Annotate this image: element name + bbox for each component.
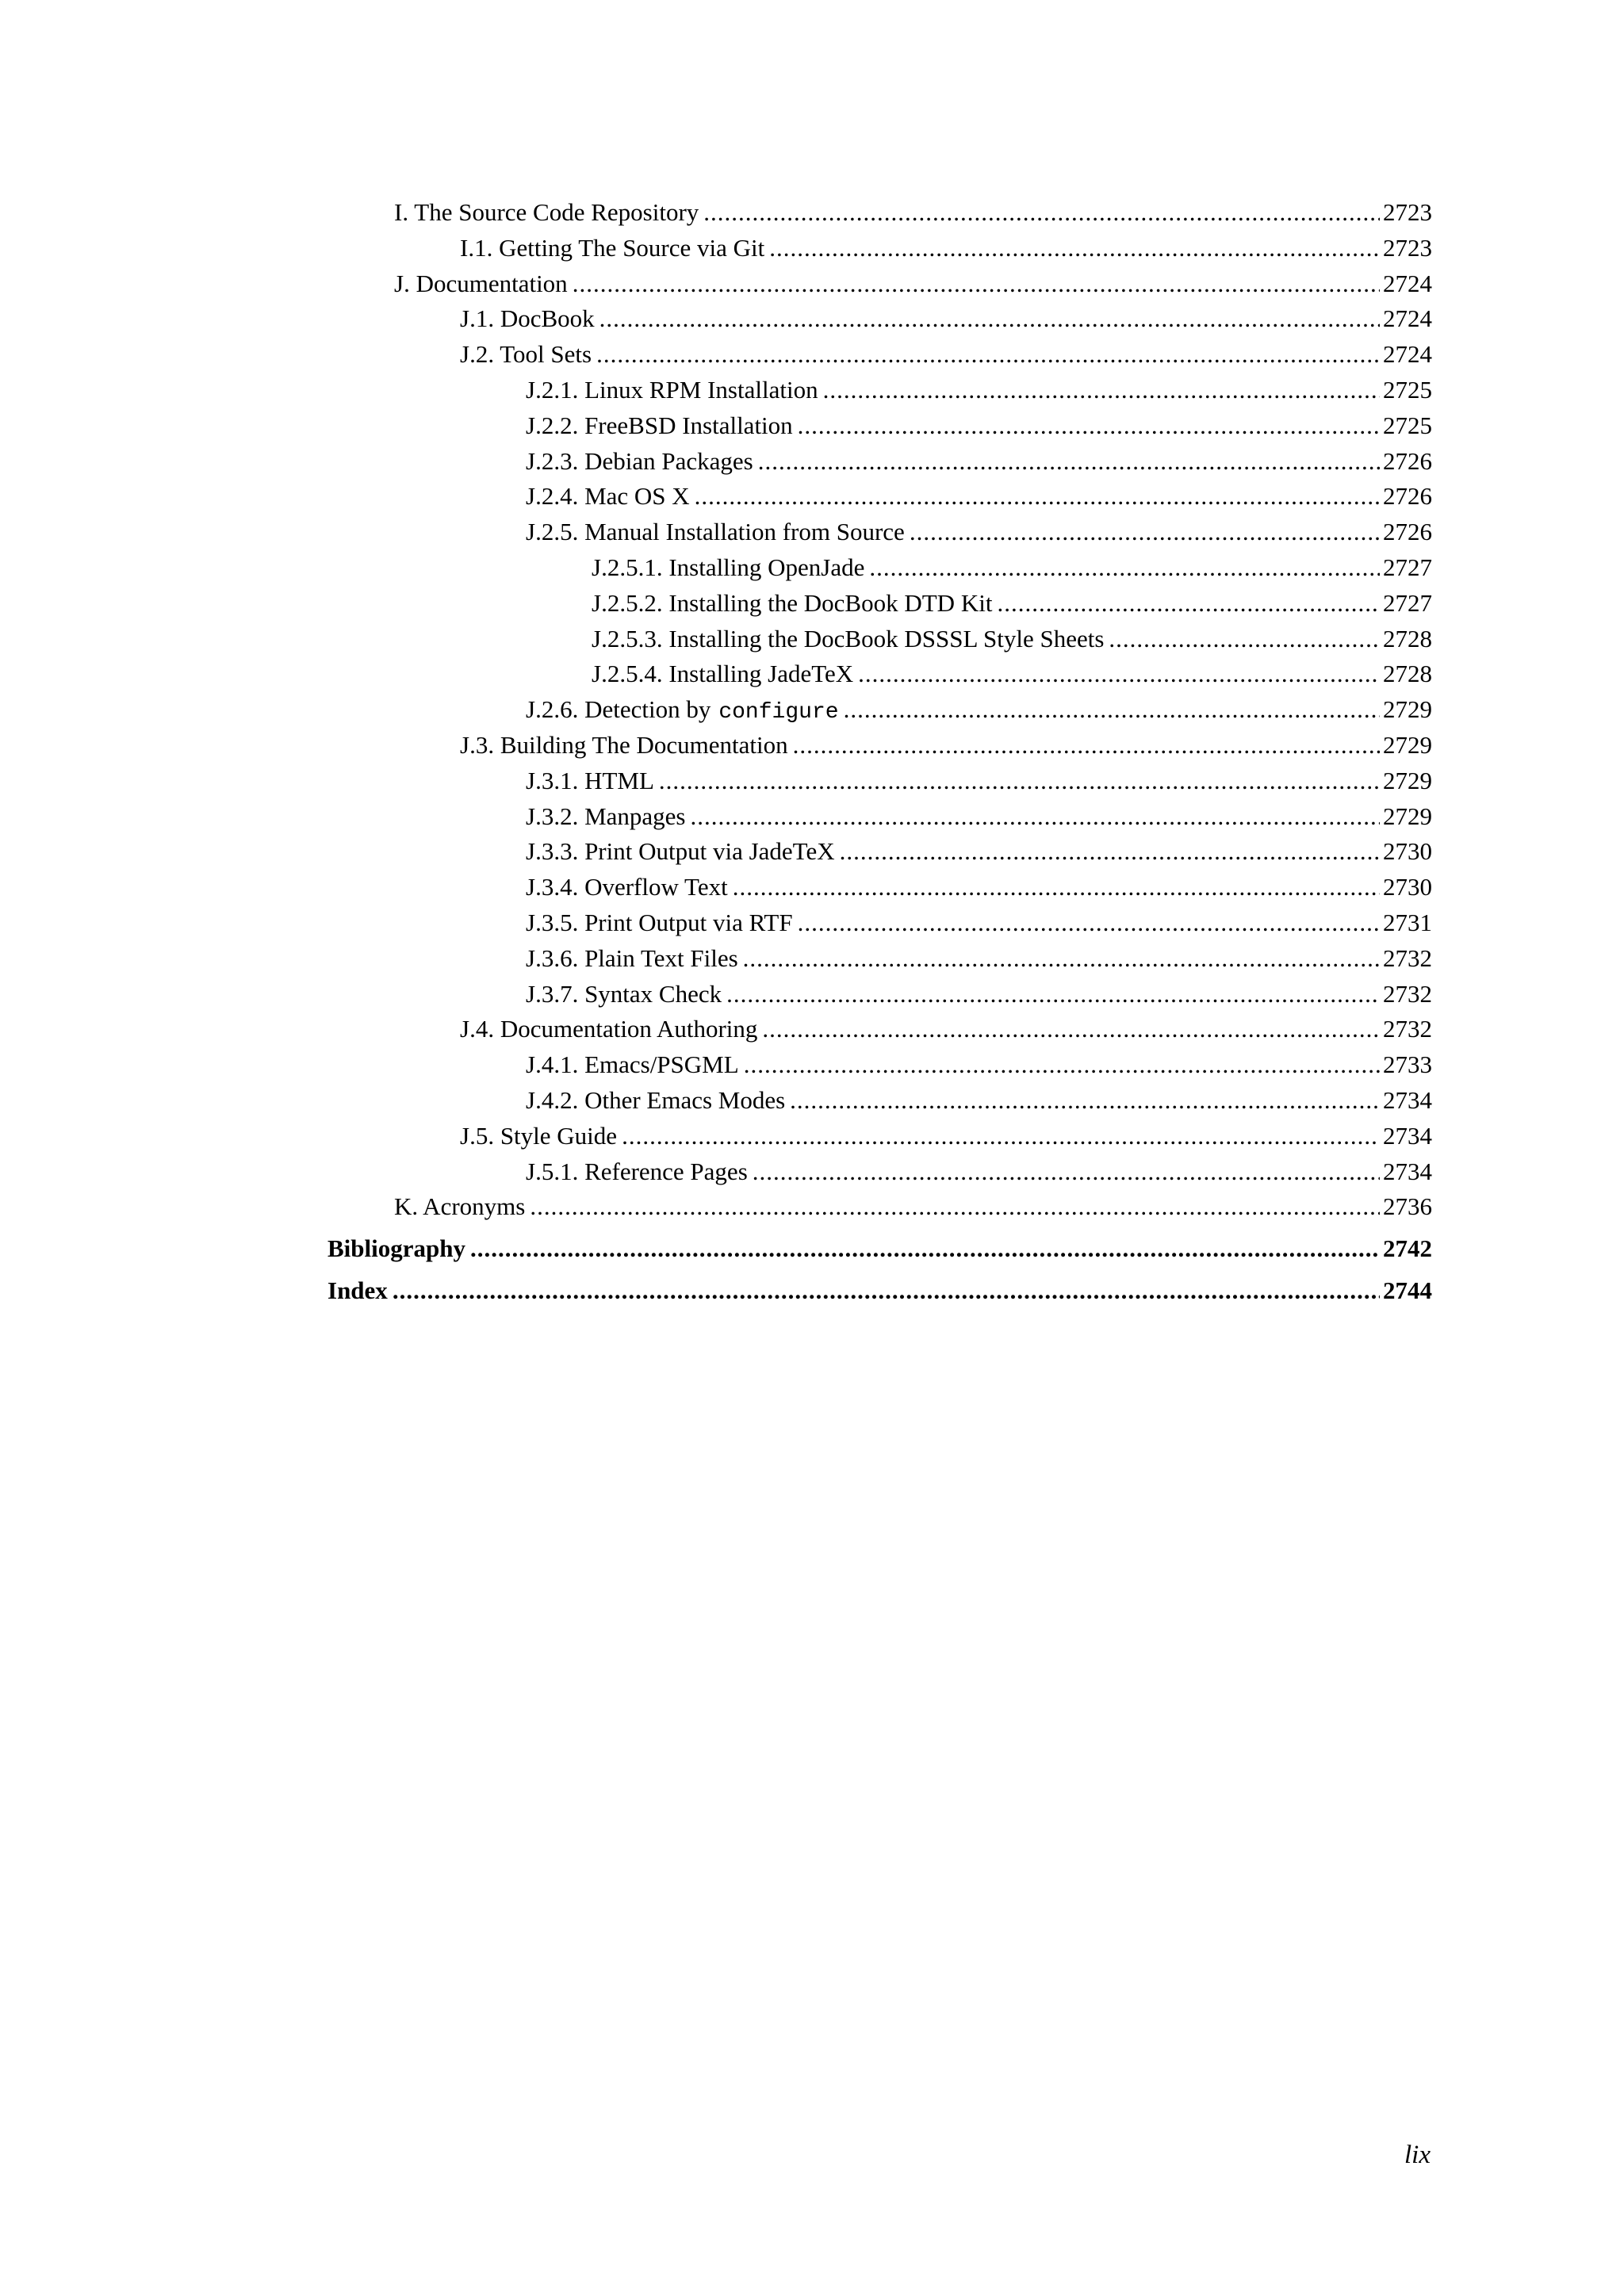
toc-entry[interactable] [592,552,1432,584]
toc-entry-page: 2729 [1383,731,1432,759]
toc-entry[interactable] [526,1085,1432,1116]
dot-leader [790,1085,1380,1116]
toc-entry-label: J.3.1. HTML [526,766,654,794]
toc-entry-label: J.2.2. FreeBSD Installation [526,411,793,439]
toc-entry-label: J.3.2. Manpages [526,802,686,830]
dot-leader [798,410,1380,442]
toc-entry-page: 2734 [1383,1086,1432,1114]
toc-entry-label: J.5.1. Reference Pages [526,1157,748,1185]
dot-leader [703,197,1380,228]
dot-leader [690,801,1380,832]
toc-entry-page: 2724 [1383,304,1432,333]
toc-entry[interactable] [526,694,1432,725]
toc-entry-code: configure [718,700,839,725]
toc-entry[interactable] [526,410,1432,442]
toc-entry[interactable] [592,658,1432,690]
toc-entry-label: I. The Source Code Repository [394,198,699,226]
dot-leader [695,480,1380,512]
dot-leader [823,374,1380,406]
toc-entry-page: 2731 [1383,909,1432,936]
toc-entry-label: J.2.5.4. Installing JadeTeX [592,660,854,688]
toc-entry-page: 2727 [1383,553,1432,581]
toc-entry-label: J.4.2. Other Emacs Modes [526,1086,786,1114]
toc-entry-label: J.2.3. Debian Packages [526,446,753,475]
toc-entry[interactable] [526,516,1432,548]
toc-entry-page: 2733 [1383,1050,1432,1079]
toc-entry[interactable] [526,978,1432,1010]
toc-entry-label: J.1. DocBook [460,304,595,333]
dot-leader [393,1275,1380,1307]
toc-entry[interactable] [394,268,1432,300]
dot-leader [530,1191,1380,1223]
toc-entry[interactable] [526,1156,1432,1188]
toc-entry-page: 2726 [1383,446,1432,475]
toc-entry-label: J. Documentation [394,269,568,297]
toc-entry[interactable] [526,480,1432,512]
toc-entry-page: 2724 [1383,269,1432,297]
toc-entry[interactable] [460,339,1432,370]
toc-entry[interactable] [592,587,1432,619]
toc-entry-page: 2732 [1383,1015,1432,1043]
toc-entry-page: 2729 [1383,766,1432,794]
toc-entry[interactable] [526,907,1432,939]
dot-leader [910,516,1380,548]
toc-entry-page: 2725 [1383,376,1432,404]
dot-leader [599,303,1380,335]
toc-entry-label: Index [327,1276,388,1305]
toc-entry-label: J.2. Tool Sets [460,340,592,369]
toc-entry[interactable] [460,303,1432,335]
dot-leader [743,943,1380,974]
toc-entry[interactable] [592,623,1432,655]
toc-entry[interactable] [526,943,1432,974]
toc-entry-page: 2742 [1383,1234,1432,1263]
toc-entry-page: 2730 [1383,873,1432,901]
dot-leader [840,836,1380,867]
toc-entry[interactable] [460,232,1432,264]
dot-leader [798,907,1380,939]
toc-entry-page: 2729 [1383,695,1432,724]
dot-leader [622,1120,1380,1152]
dot-leader [726,978,1380,1010]
dot-leader [470,1233,1380,1265]
dot-leader [758,446,1380,477]
toc-entry-label: K. Acronyms [394,1192,526,1221]
toc-entry[interactable] [526,871,1432,903]
toc-entry[interactable] [460,729,1432,761]
toc-entry-label: J.3.7. Syntax Check [526,979,722,1008]
toc-entry[interactable] [327,1275,1432,1307]
toc-entry[interactable] [460,1013,1432,1045]
dot-leader [753,1156,1380,1188]
dot-leader [793,729,1380,761]
toc-entry[interactable] [526,801,1432,832]
toc-entry[interactable] [460,1120,1432,1152]
dot-leader [744,1049,1380,1081]
toc-entry[interactable] [327,1233,1432,1265]
toc-entry[interactable] [526,765,1432,797]
toc-entry-label: J.3.5. Print Output via RTF [526,909,793,936]
toc-entry-page: 2724 [1383,340,1432,369]
toc-entry-page: 2732 [1383,943,1432,972]
toc-entry-page: 2728 [1383,624,1432,652]
toc-entry-label: J.4. Documentation Authoring [460,1015,758,1043]
dot-leader [573,268,1380,300]
toc-entry-label: I.1. Getting The Source via Git [460,233,765,262]
toc-entry-page: 2736 [1383,1192,1432,1221]
toc-entry-label: J.3.3. Print Output via JadeTeX [526,837,835,866]
toc-entry-page: 2734 [1383,1157,1432,1185]
toc-entry-page: 2723 [1383,198,1432,226]
dot-leader [1109,623,1380,655]
dot-leader [762,1013,1380,1045]
toc-entry-page: 2727 [1383,588,1432,617]
dot-leader [844,694,1380,725]
toc-entry-label: J.3. Building The Documentation [460,731,788,759]
toc-entry-label: J.2.4. Mac OS X [526,482,690,511]
toc-entry-page: 2726 [1383,482,1432,511]
toc-entry-label: J.5. Style Guide [460,1121,618,1150]
dot-leader [733,871,1380,903]
dot-leader [858,658,1380,690]
dot-leader [659,765,1380,797]
toc-entry-label: J.3.4. Overflow Text [526,873,728,901]
toc-entry[interactable] [526,1049,1432,1081]
toc-entry[interactable] [526,836,1432,867]
toc-entry[interactable] [394,1191,1432,1223]
toc-entry-label: J.2.6. Detection by [526,695,711,724]
dot-leader [596,339,1380,370]
toc-entry-label: J.4.1. Emacs/PSGML [526,1050,739,1079]
toc-entry-page: 2744 [1383,1276,1432,1305]
toc-entry-label: J.2.5.1. Installing OpenJade [592,553,865,581]
dot-leader [997,587,1380,619]
toc-entry-label: J.2.5. Manual Installation from Source [526,518,905,546]
toc-entry-label: Bibliography [327,1234,465,1263]
toc-entry-label: J.3.6. Plain Text Files [526,943,738,972]
page-number: lix [1404,2141,1431,2169]
toc-entry[interactable] [526,446,1432,477]
toc-entry-page: 2734 [1383,1121,1432,1150]
toc-entry-page: 2728 [1383,660,1432,688]
toc-entry-page: 2726 [1383,518,1432,546]
toc-entry-page: 2730 [1383,837,1432,866]
toc-entry[interactable] [526,374,1432,406]
toc-entry-page: 2732 [1383,979,1432,1008]
toc-entry[interactable] [394,197,1432,228]
toc-entry-page: 2723 [1383,233,1432,262]
dot-leader [869,552,1380,584]
toc-entry-page: 2725 [1383,411,1432,439]
toc-entry-page: 2729 [1383,802,1432,830]
toc-entry-label: J.2.5.3. Installing the DocBook DSSSL Style Sheets [592,624,1105,652]
toc-entry-label: J.2.5.2. Installing the DocBook DTD Kit [592,588,993,617]
dot-leader [769,232,1380,264]
toc-entry-label: J.2.1. Linux RPM Installation [526,376,818,404]
